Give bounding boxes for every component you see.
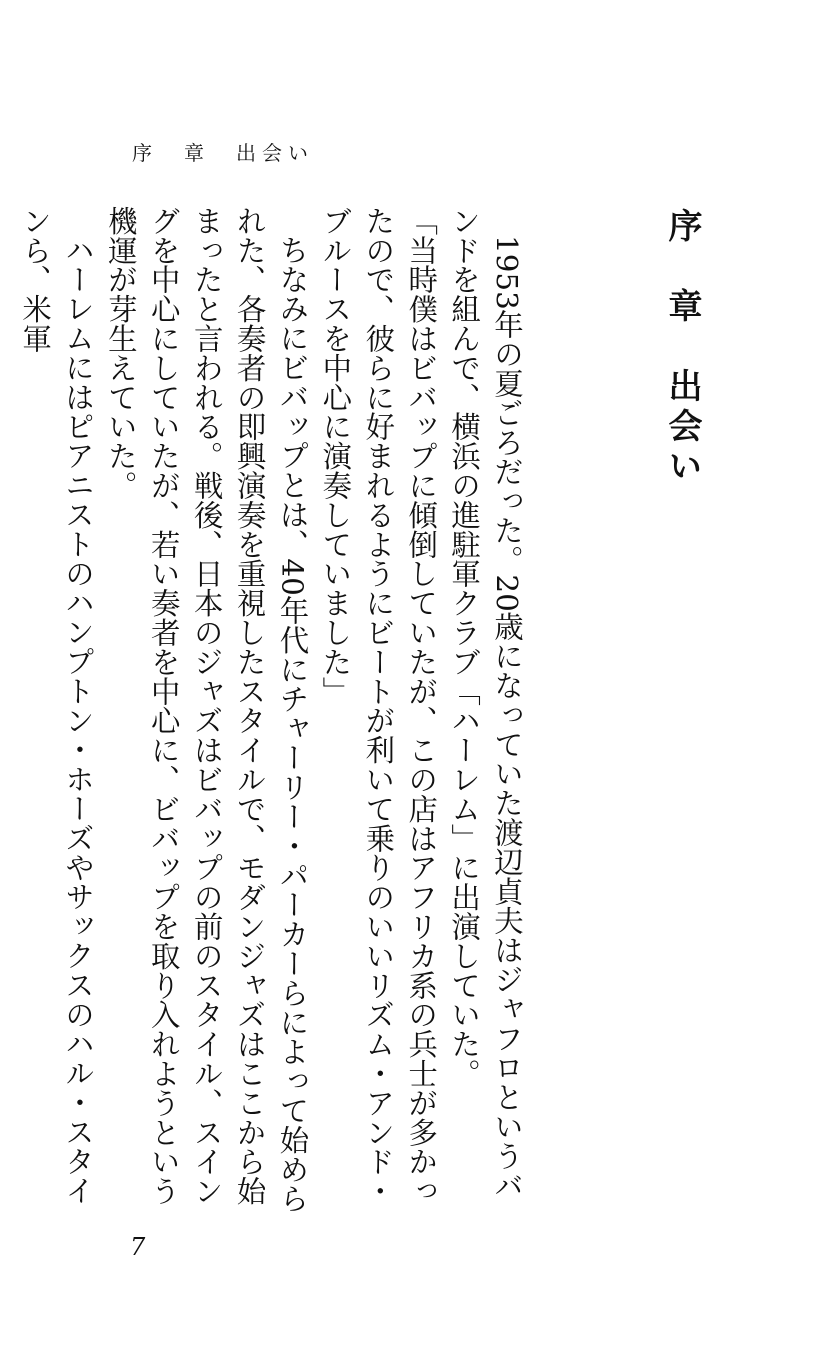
page-number: 7 bbox=[130, 1233, 146, 1261]
paragraph-4: ハーレムにはピアニストのハンプトン・ホーズやサックスのハル・スタインら、米軍 bbox=[18, 206, 95, 1206]
paragraph-1: 1953年の夏ごろだった。20歳になっていた渡辺貞夫はジャフロというバンドを組んで、横浜の進駐軍クラブ「ハーレム」に出演していた。 bbox=[447, 206, 524, 1201]
paragraph-3: ちなみにビバップとは、40年代にチャーリー・パーカーらによって始められた、各奏者の即興演奏を重視したスタイルで、モダンジャズはここから始まったと言われる。戦後、日本のジャズはビバップの前のスタイル、スイングを中心にしていたが、若い奏者を中心に、ビバップを取り入れようという機運が芽生えていた。 bbox=[103, 206, 310, 1214]
chapter-title: 序 章 出会い bbox=[662, 208, 702, 488]
running-head: 序 章 出会い bbox=[132, 141, 314, 165]
body-text bbox=[18, 206, 528, 1216]
paragraph-2-quote: 「当時僕はビバップに傾倒していたが、この店はアフリカ系の兵士が多かったので、彼らに好まれるようにビートが利いて乗りのいいリズム・アンド・ブルースを中心に演奏していました」 bbox=[318, 206, 439, 1206]
